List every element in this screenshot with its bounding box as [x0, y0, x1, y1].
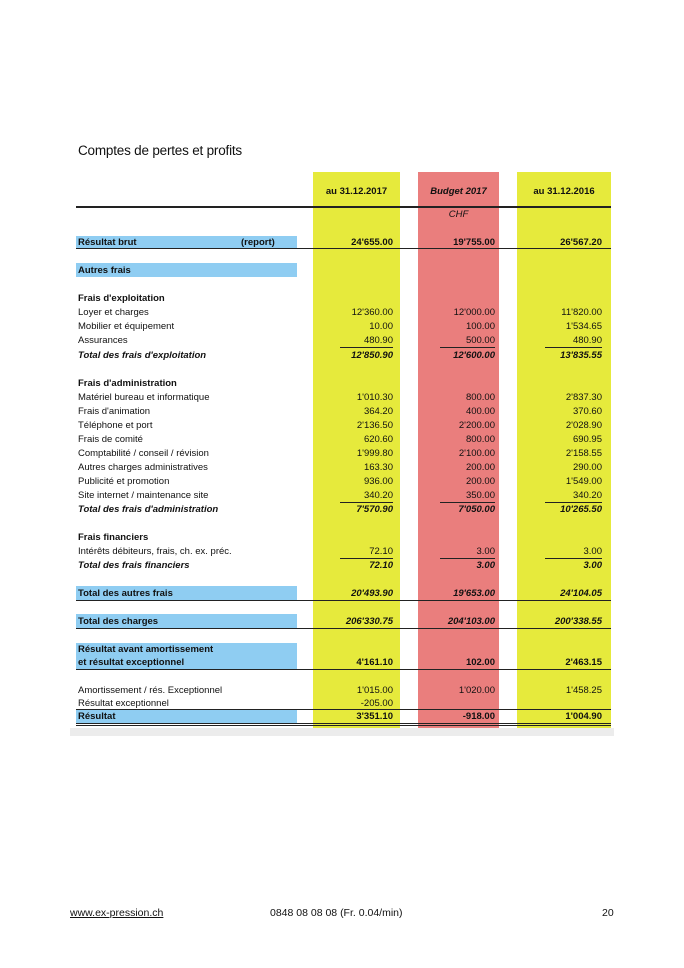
row-label: Matériel bureau et informatique: [78, 392, 210, 403]
table-row: [0, 545, 684, 558]
subtotal-rule: [545, 347, 602, 348]
value-2017: 12'850.90: [351, 350, 393, 361]
value-2017: 936.00: [363, 476, 393, 487]
table-row: [0, 292, 684, 305]
value-2017: 3'351.10: [356, 711, 393, 722]
row-label: Résultat brut: [78, 237, 137, 248]
value-2017: 364.20: [363, 406, 393, 417]
row-label: Assurances: [78, 335, 128, 346]
value-2016: 480.90: [572, 335, 602, 346]
value-budget: 102.00: [465, 657, 495, 668]
value-2017: 340.20: [363, 490, 393, 501]
table-row: [0, 615, 684, 628]
value-2016: 26'567.20: [560, 237, 602, 248]
table-row: [0, 489, 684, 502]
value-budget: 800.00: [465, 434, 495, 445]
subtotal-rule: [340, 347, 393, 348]
value-budget: 3.00: [476, 560, 495, 571]
table-row: [0, 264, 684, 277]
value-2017: 72.10: [369, 560, 393, 571]
rule: [76, 669, 611, 670]
row-label: Loyer et charges: [78, 307, 149, 318]
row-label: Frais d'animation: [78, 406, 151, 417]
rule: [76, 248, 611, 249]
section-heading: Frais d'exploitation: [78, 293, 165, 304]
footer-phone: 0848 08 08 08 (Fr. 0.04/min): [270, 907, 403, 919]
table-row: [0, 320, 684, 333]
bottom-shade: [70, 728, 614, 736]
table-row: [0, 306, 684, 319]
table-row: [0, 684, 684, 697]
row-label: Résultat exceptionnel: [78, 698, 169, 709]
value-budget: 2'200.00: [458, 420, 495, 431]
value-budget: 7'050.00: [458, 504, 495, 515]
row-label: Total des autres frais: [78, 588, 173, 599]
value-2016: 2'837.30: [565, 392, 602, 403]
row-label: Mobilier et équipement: [78, 321, 175, 332]
value-budget: 400.00: [465, 406, 495, 417]
row-label: Téléphone et port: [78, 420, 153, 431]
row-label: Frais de comité: [78, 434, 143, 445]
row-label: Total des frais d'administration: [78, 504, 219, 515]
value-budget: 204'103.00: [447, 616, 495, 627]
table-row: [0, 447, 684, 460]
value-2017: 1'015.00: [356, 685, 393, 696]
document-title: Comptes de pertes et profits: [78, 143, 242, 158]
table-row: [0, 656, 684, 669]
value-budget: 500.00: [465, 335, 495, 346]
column-header-2016: au 31.12.2016: [533, 186, 595, 197]
value-2016: 1'458.25: [565, 685, 602, 696]
row-label: Intérêts débiteurs, frais, ch. ex. préc.: [78, 546, 232, 557]
row-label: et résultat exceptionnel: [78, 657, 185, 668]
table-row: [0, 559, 684, 572]
value-2016: 13'835.55: [560, 350, 602, 361]
value-2016: 200'338.55: [554, 616, 602, 627]
table-row: [0, 643, 684, 656]
row-label: Total des charges: [78, 616, 159, 627]
row-label: Résultat: [78, 711, 116, 722]
header-rule: [76, 206, 611, 208]
rule: [76, 628, 611, 629]
table-row: [0, 334, 684, 347]
value-2017: 72.10: [369, 546, 393, 557]
value-2017: 10.00: [369, 321, 393, 332]
row-label-note: (report): [241, 237, 275, 248]
table-row: [0, 461, 684, 474]
value-budget: 19'755.00: [453, 237, 495, 248]
value-budget: 3.00: [476, 546, 495, 557]
value-2016: 690.95: [572, 434, 602, 445]
value-2016: 370.60: [572, 406, 602, 417]
value-2017: 12'360.00: [351, 307, 393, 318]
value-budget: 200.00: [465, 462, 495, 473]
value-2016: 340.20: [572, 490, 602, 501]
row-label: Autres charges administratives: [78, 462, 208, 473]
value-budget: 100.00: [465, 321, 495, 332]
table-row: [0, 587, 684, 600]
table-row: [0, 349, 684, 362]
value-2017: 1'010.30: [356, 392, 393, 403]
value-2016: 2'463.15: [565, 657, 602, 668]
table-row: [0, 433, 684, 446]
value-2017: 163.30: [363, 462, 393, 473]
row-label: Site internet / maintenance site: [78, 490, 209, 501]
table-row: [0, 531, 684, 544]
table-row: [0, 475, 684, 488]
value-budget: 200.00: [465, 476, 495, 487]
value-2016: 3.00: [583, 560, 602, 571]
rule: [76, 723, 611, 724]
section-heading: Frais financiers: [78, 532, 149, 543]
value-2016: 2'158.55: [565, 448, 602, 459]
rule: [76, 600, 611, 601]
footer-website-link[interactable]: www.ex-pression.ch: [70, 907, 164, 919]
table-row: [0, 503, 684, 516]
value-budget: 800.00: [465, 392, 495, 403]
page-number: 20: [602, 907, 614, 919]
table-row: [0, 419, 684, 432]
value-2017: -205.00: [360, 698, 393, 709]
value-2017: 1'999.80: [356, 448, 393, 459]
value-2016: 1'549.00: [565, 476, 602, 487]
row-label: Comptabilité / conseil / révision: [78, 448, 209, 459]
value-2016: 1'534.65: [565, 321, 602, 332]
value-2016: 11'820.00: [561, 307, 602, 318]
table-row: [0, 391, 684, 404]
value-budget: 350.00: [465, 490, 495, 501]
value-2017: 620.60: [363, 434, 393, 445]
subtotal-rule: [440, 347, 495, 348]
value-2016: 3.00: [583, 546, 602, 557]
value-2016: 2'028.90: [565, 420, 602, 431]
row-label: Résultat avant amortissement: [78, 644, 214, 655]
table-row: [0, 710, 684, 723]
value-2016: 290.00: [572, 462, 602, 473]
column-header-budget: Budget 2017: [430, 186, 487, 197]
value-2017: 206'330.75: [345, 616, 393, 627]
value-budget: 19'653.00: [453, 588, 495, 599]
row-label: Total des frais d'exploitation: [78, 350, 207, 361]
row-label: Autres frais: [78, 265, 131, 276]
value-budget: 12'600.00: [453, 350, 495, 361]
row-label: Total des frais financiers: [78, 560, 190, 571]
rule-double: [76, 725, 611, 726]
value-2017: 7'570.90: [356, 504, 393, 515]
value-2016: 1'004.90: [565, 711, 602, 722]
value-budget: 12'000.00: [453, 307, 495, 318]
row-label: Publicité et promotion: [78, 476, 170, 487]
value-budget: 1'020.00: [458, 685, 495, 696]
table-row: [0, 377, 684, 390]
value-2017: 2'136.50: [356, 420, 393, 431]
value-2016: 24'104.05: [560, 588, 602, 599]
value-2017: 20'493.90: [351, 588, 393, 599]
value-budget: 2'100.00: [458, 448, 495, 459]
value-2017: 480.90: [363, 335, 393, 346]
value-2017: 4'161.10: [356, 657, 393, 668]
value-budget: -918.00: [462, 711, 495, 722]
row-label: Amortissement / rés. Exceptionnel: [78, 685, 223, 696]
column-header-2017: au 31.12.2017: [325, 186, 388, 197]
section-heading: Frais d'administration: [78, 378, 177, 389]
value-2017: 24'655.00: [351, 237, 393, 248]
currency-label: CHF: [448, 209, 469, 220]
value-2016: 10'265.50: [560, 504, 602, 515]
table-row: [0, 405, 684, 418]
